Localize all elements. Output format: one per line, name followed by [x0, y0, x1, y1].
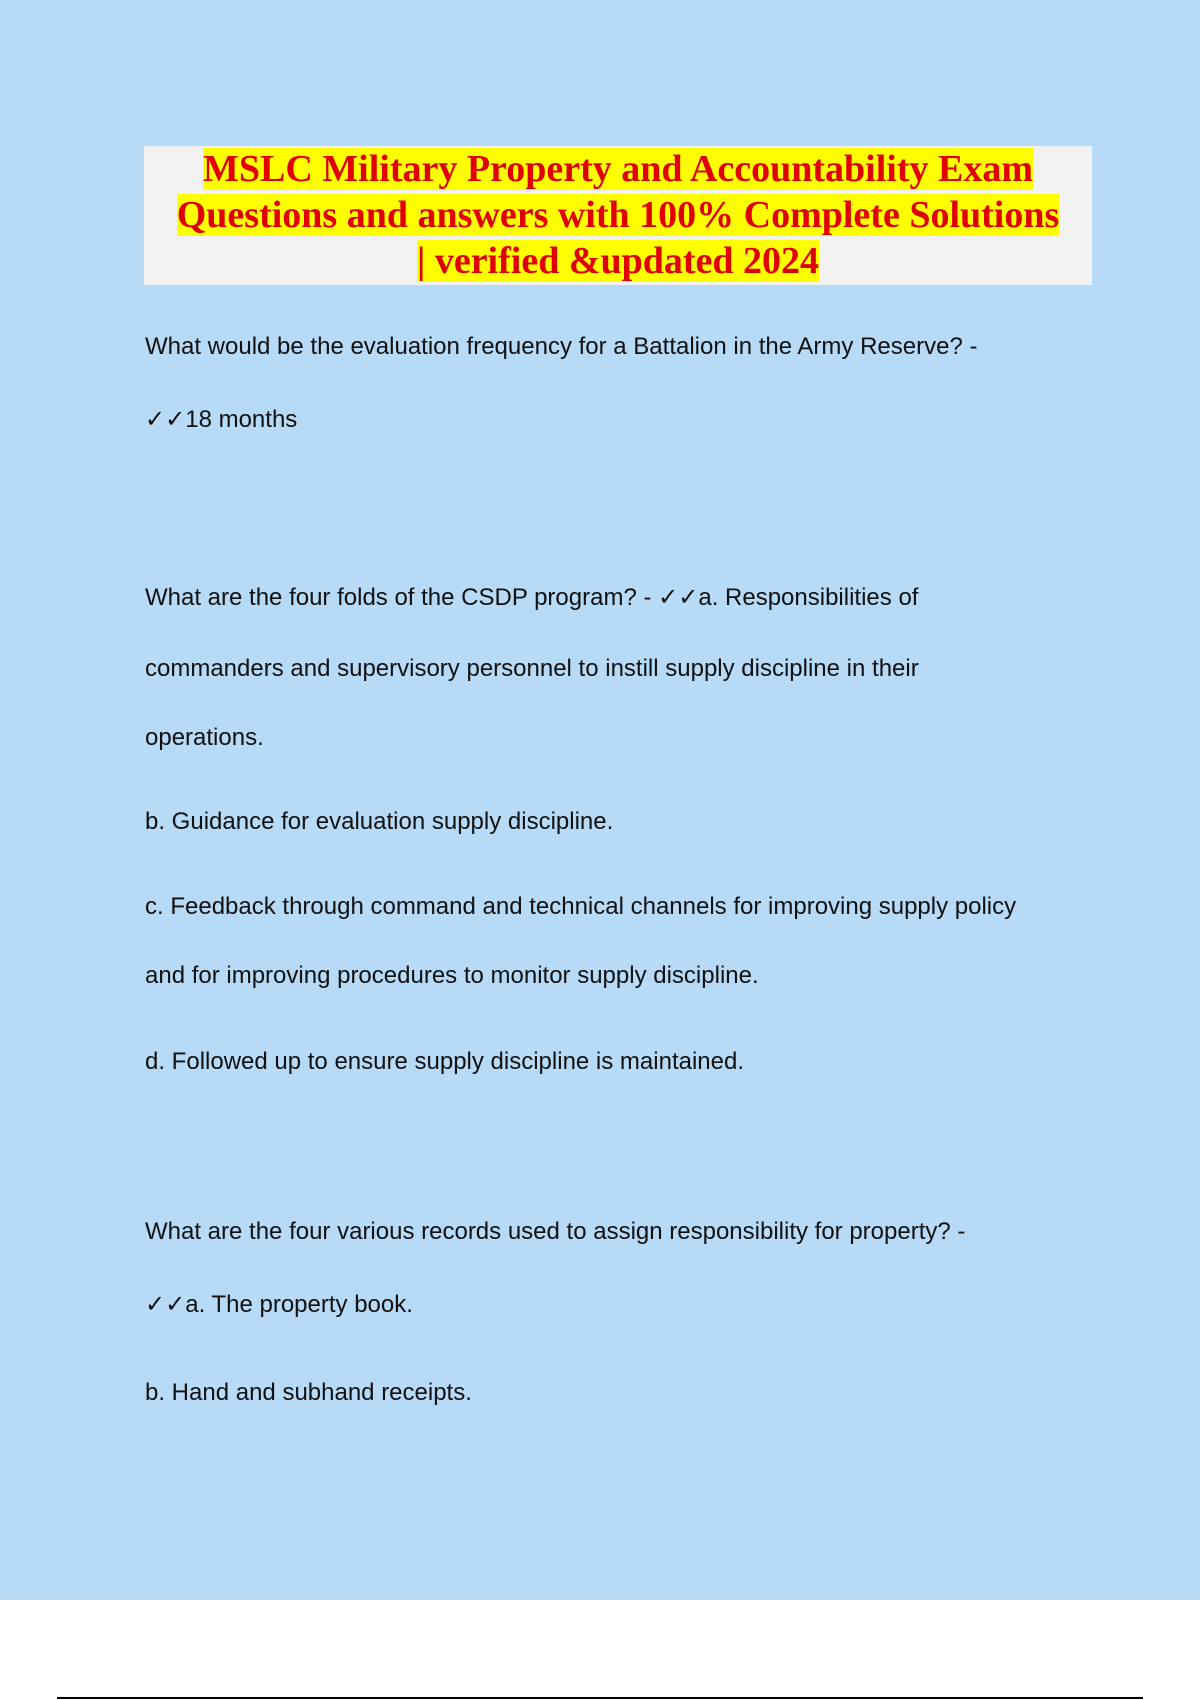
answer-2-line: and for improving procedures to monitor supply discipline.	[145, 962, 759, 989]
title-line-3: | verified &updated 2024	[416, 240, 820, 282]
answer-3-item-a: ✓✓a. The property book.	[145, 1291, 413, 1318]
title-line-1: MSLC Military Property and Accountability Exam	[203, 148, 1033, 190]
answer-3-item-b: b. Hand and subhand receipts.	[145, 1379, 472, 1406]
question-2-text: What are the four folds of the CSDP program? - ✓✓a. Responsibilities of	[145, 584, 919, 611]
answer-2-line: operations.	[145, 724, 264, 751]
document-title	[144, 146, 1092, 285]
title-line-2: Questions and answers with 100% Complete Solutions	[176, 194, 1060, 236]
answer-2-line: commanders and supervisory personnel to instill supply discipline in their	[145, 655, 919, 682]
question-3-text: What are the four various records used to assign responsibility for property? -	[145, 1218, 966, 1245]
question-1-text: What would be the evaluation frequency for a Battalion in the Army Reserve? -	[145, 333, 978, 360]
answer-2-item-c: c. Feedback through command and technical channels for improving supply policy	[145, 893, 1017, 920]
footer-rule	[57, 1697, 1143, 1699]
answer-2-item-d: d. Followed up to ensure supply discipline is maintained.	[145, 1048, 745, 1075]
answer-1-text: ✓✓18 months	[145, 406, 298, 433]
answer-2-item-b: b. Guidance for evaluation supply discipline.	[145, 808, 614, 835]
